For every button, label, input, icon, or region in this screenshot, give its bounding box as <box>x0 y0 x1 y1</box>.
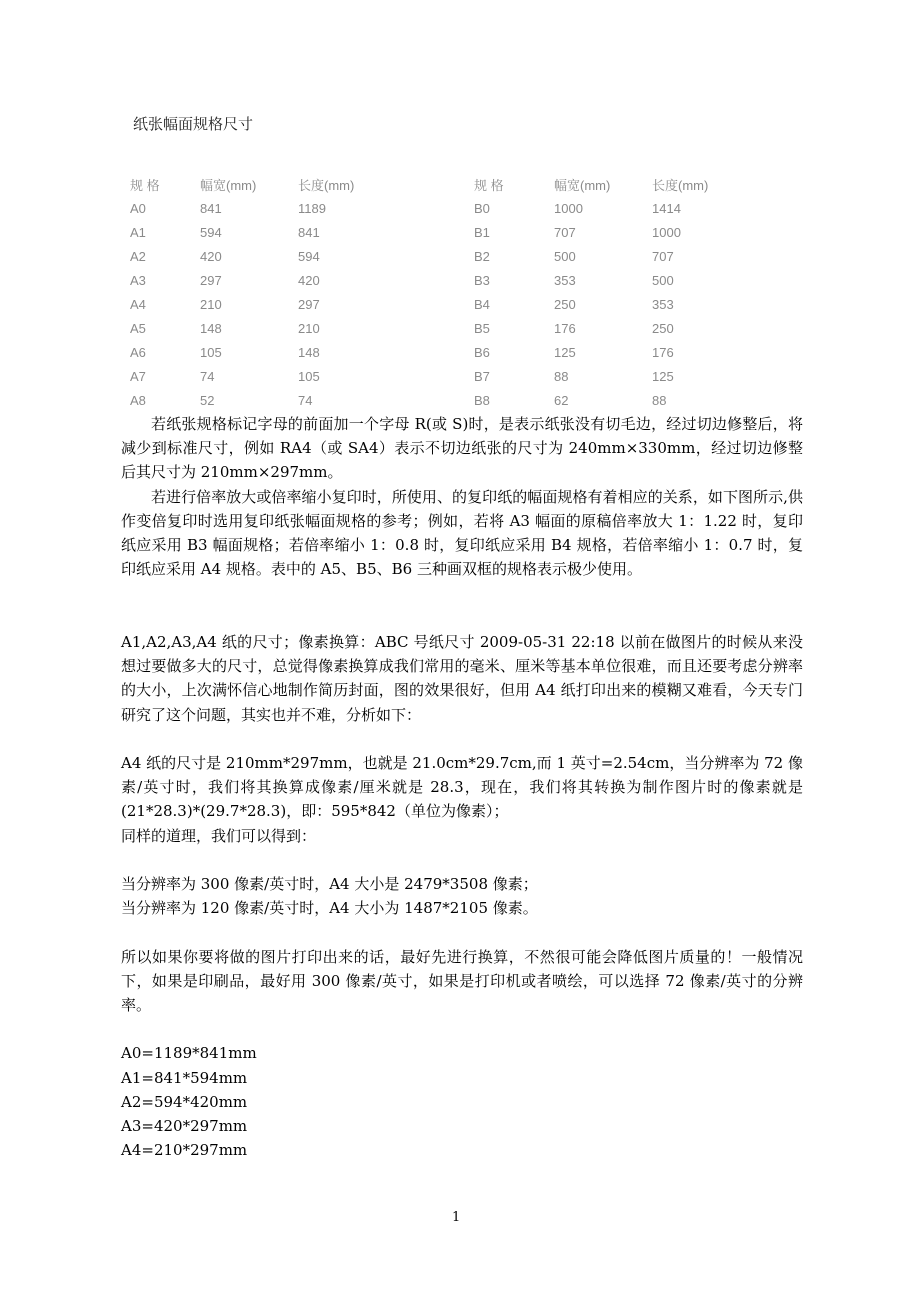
table-cell: A0 <box>130 200 146 216</box>
table-cell: B4 <box>474 297 490 313</box>
table-row <box>130 196 732 220</box>
size-item: A3=420*297mm <box>121 1117 248 1135</box>
header-cell: 幅宽(mm) <box>200 177 257 193</box>
table-cell: B6 <box>474 345 490 361</box>
header-cell: 长度(mm) <box>652 177 709 193</box>
table-cell: A5 <box>130 321 146 337</box>
header-cell: 长度(mm) <box>298 177 355 193</box>
table-cell: 297 <box>200 272 222 288</box>
table-cell: 62 <box>554 393 569 409</box>
page-title: 纸张幅面规格尺寸 <box>133 115 254 133</box>
article-res120: 当分辨率为 120 像素/英寸时，A4 大小为 1487*2105 像素。 <box>121 899 538 918</box>
table-cell: 841 <box>200 200 222 216</box>
table-cell: 74 <box>200 369 215 385</box>
size-item: A0=1189*841mm <box>121 1044 257 1063</box>
table-cell: 176 <box>652 345 674 361</box>
table-cell: A8 <box>130 393 146 409</box>
table-cell: B8 <box>474 393 490 409</box>
header-cell: 幅宽(mm) <box>554 177 611 193</box>
paragraph-uncut-paper: 若纸张规格标记字母的前面加一个字母 R(或 S)时，是表示纸张没有切毛边，经过切边修整后，将减少到标准尺寸，例如 RA4（或 SA4）表示不切边纸张的尺寸为 240mm×330mm，经过切边修整后其尺寸为 210mm×297mm。 <box>121 415 803 482</box>
table-header-row <box>130 172 732 196</box>
table-cell: 500 <box>652 272 674 288</box>
table-row <box>130 220 732 244</box>
table-cell: 88 <box>652 393 667 409</box>
table-cell: 88 <box>554 369 569 385</box>
table-cell: 105 <box>200 345 222 361</box>
article-res300: 当分辨率为 300 像素/英寸时，A4 大小是 2479*3508 像素； <box>121 875 538 893</box>
size-item: A4=210*297mm <box>121 1141 248 1160</box>
table-cell: 841 <box>298 224 320 240</box>
table-row <box>130 268 732 292</box>
table-cell: 74 <box>298 393 313 409</box>
paragraph-copy-scaling: 若进行倍率放大或倍率缩小复印时，所使用、的复印纸的幅面规格有着相应的关系，如下图所示,供作变倍复印时选用复印纸张幅面规格的参考；例如，若将 A3 幅面的原稿倍率放大 1：1.22 时，复印纸应采用 B3 幅面规格；若倍率缩小 1：0.8 时，复印纸应采用 B4 规格，若倍率缩小 1：0.7 时，复印纸应采用 A4 规格。表中的 A5、B5、B6 三种画双框的规格表示极少使用。 <box>121 487 803 579</box>
table-cell: 500 <box>554 248 576 264</box>
table-cell: B7 <box>474 369 490 385</box>
table-cell: A7 <box>130 369 146 385</box>
table-cell: 1000 <box>554 200 583 216</box>
table-cell: B3 <box>474 272 490 288</box>
article-section <box>121 630 803 1162</box>
header-cell: 规 格 <box>130 177 160 193</box>
table-cell: 148 <box>200 321 222 337</box>
size-item: A2=594*420mm <box>121 1092 248 1111</box>
article-same: 同样的道理，我们可以得到： <box>121 826 317 845</box>
table-cell: 210 <box>200 297 222 313</box>
table-cell: 52 <box>200 393 215 409</box>
table-cell: B2 <box>474 248 490 264</box>
table-cell: B0 <box>474 200 490 216</box>
article-calc: A4 纸的尺寸是 210mm*297mm，也就是 21.0cm*29.7cm,而 1 英寸=2.54cm，当分辨率为 72 像素/英寸时，我们将其换算成像素/厘米就是 28.3，现在，我们将其转换为制作图片时的像素就是(21*28.3)*(29.7*28.3)，即：595*842（单位为像素）； <box>121 754 803 821</box>
notes-section <box>121 412 803 581</box>
table-row <box>130 292 732 316</box>
table-cell: 594 <box>298 248 320 264</box>
table-cell: 707 <box>554 224 576 240</box>
table-cell: 1189 <box>298 200 326 216</box>
table-cell: 297 <box>298 297 320 313</box>
article-advice: 所以如果你要将做的图片打印出来的话，最好先进行换算，不然很可能会降低图片质量的！一般情况下，如果是印刷品，最好用 300 像素/英寸，如果是打印机或者喷绘，可以选择 72 像素/英寸的分辨率。 <box>121 947 803 1014</box>
table-cell: 250 <box>554 297 576 313</box>
table-cell: 1000 <box>652 224 681 240</box>
table-cell: 125 <box>554 345 576 361</box>
paper-size-table <box>130 172 732 413</box>
table-cell: 148 <box>298 345 320 361</box>
table-cell: 210 <box>298 321 320 337</box>
header-cell: 规 格 <box>474 177 504 193</box>
table-cell: A4 <box>130 297 146 313</box>
table-cell: 353 <box>652 297 674 313</box>
table-row <box>130 317 732 341</box>
table-cell: B1 <box>474 224 490 240</box>
size-item: A1=841*594mm <box>121 1068 248 1087</box>
table-cell: 105 <box>298 369 320 385</box>
table-cell: 420 <box>200 248 222 264</box>
table-cell: 594 <box>200 224 222 240</box>
table-row <box>130 365 732 389</box>
table-cell: 707 <box>652 248 674 264</box>
article-intro: A1,A2,A3,A4 纸的尺寸；像素换算：ABC 号纸尺寸 2009-05-31 22:18 以前在做图片的时候从来没想过要做多大的尺寸，总觉得像素换算成我们常用的毫米、厘米等基本单位很难，而且还要考虑分辨率的大小，上次满怀信心地制作简历封面，图的效果很好，但用 A4 纸打印出来的模糊又难看，今天专门研究了这个问题，其实也并不难，分析如下： <box>121 633 803 724</box>
table-cell: 125 <box>652 369 674 385</box>
table-cell: 420 <box>298 272 320 288</box>
table-cell: A1 <box>130 224 146 240</box>
page-number: 1 <box>452 1210 461 1225</box>
table-cell: 353 <box>554 272 576 288</box>
table-cell: A2 <box>130 248 146 264</box>
table-cell: 176 <box>554 321 576 337</box>
table-row <box>130 244 732 268</box>
table-cell: B5 <box>474 321 490 337</box>
table-cell: 250 <box>652 321 674 337</box>
table-cell: A3 <box>130 272 146 288</box>
table-row <box>130 389 732 413</box>
table-row <box>130 341 732 365</box>
table-cell: 1414 <box>652 200 681 216</box>
table-cell: A6 <box>130 345 146 361</box>
